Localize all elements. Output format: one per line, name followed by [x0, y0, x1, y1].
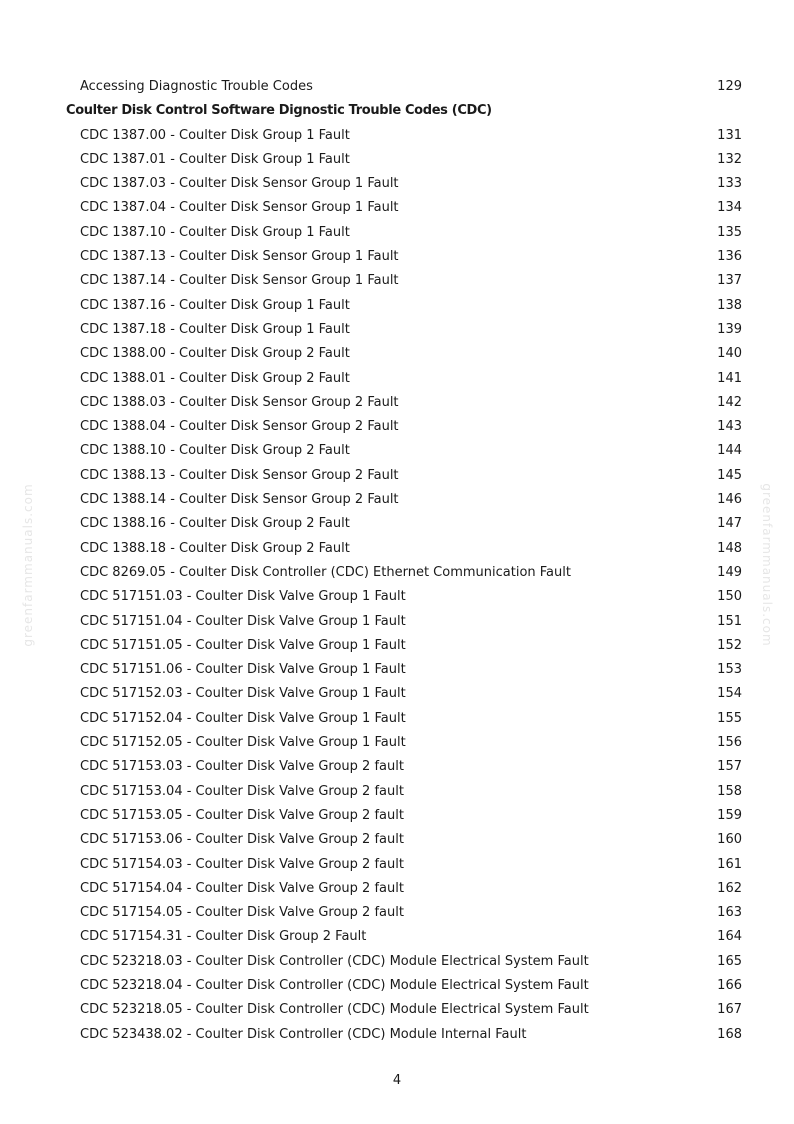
toc-entry[interactable]: [0, 464, 794, 488]
toc-entry[interactable]: [0, 367, 794, 391]
toc-entry-title: CDC 1388.03 - Coulter Disk Sensor Group 2 Fault: [80, 394, 399, 410]
toc-entry-page: 164: [717, 929, 742, 945]
toc-entry-page: 137: [717, 273, 742, 289]
toc-entry-title: CDC 517153.05 - Coulter Disk Valve Group 2 fault: [80, 807, 404, 823]
toc-entry[interactable]: [0, 634, 794, 658]
toc-entry[interactable]: [0, 75, 794, 99]
toc-entry[interactable]: [0, 196, 794, 220]
toc-entry[interactable]: [0, 853, 794, 877]
toc-entry-title: CDC 523218.05 - Coulter Disk Controller (CDC) Module Electrical System Fault: [80, 1002, 589, 1018]
toc-entry-page: 143: [717, 419, 742, 435]
toc-entry-page: 151: [717, 613, 742, 629]
toc-entry-page: 161: [717, 856, 742, 872]
toc-entry-page: 134: [717, 200, 742, 216]
toc-entry-title: CDC 1387.16 - Coulter Disk Group 1 Fault: [80, 297, 350, 313]
watermark-right: greenfarmmanuals.com: [760, 483, 774, 647]
toc-entry-title: CDC 1388.04 - Coulter Disk Sensor Group 2 Fault: [80, 419, 399, 435]
toc-entry-title: CDC 1388.16 - Coulter Disk Group 2 Fault: [80, 516, 350, 532]
toc-entry[interactable]: [0, 512, 794, 536]
toc-entry-page: 165: [717, 953, 742, 969]
toc-entry-page: 155: [717, 710, 742, 726]
toc-entry-page: 135: [717, 224, 742, 240]
toc-entry[interactable]: [0, 488, 794, 512]
toc-entry-page: 154: [717, 686, 742, 702]
toc-entry-page: 167: [717, 1002, 742, 1018]
toc-entry[interactable]: [0, 172, 794, 196]
toc-entry-page: 156: [717, 735, 742, 751]
toc-entry-title: CDC 517153.04 - Coulter Disk Valve Group 2 fault: [80, 783, 404, 799]
toc-entry-page: 159: [717, 807, 742, 823]
toc-entry[interactable]: [0, 245, 794, 269]
toc-entry-title: CDC 523218.04 - Coulter Disk Controller (CDC) Module Electrical System Fault: [80, 977, 589, 993]
toc-entry[interactable]: [0, 974, 794, 998]
toc-entry[interactable]: [0, 585, 794, 609]
toc-entry-page: 136: [717, 249, 742, 265]
toc-entry-title: CDC 517152.03 - Coulter Disk Valve Group 1 Fault: [80, 686, 406, 702]
toc-entry[interactable]: [0, 318, 794, 342]
toc-entry[interactable]: [0, 877, 794, 901]
toc-entry[interactable]: [0, 415, 794, 439]
toc-entry-title: Coulter Disk Control Software Dignostic Trouble Codes (CDC): [66, 103, 492, 119]
toc-entry-title: CDC 517154.03 - Coulter Disk Valve Group 2 fault: [80, 856, 404, 872]
toc-entry-page: 168: [717, 1026, 742, 1042]
toc-entry-title: CDC 517151.03 - Coulter Disk Valve Group 1 Fault: [80, 589, 406, 605]
toc-entry-title: CDC 1388.10 - Coulter Disk Group 2 Fault: [80, 443, 350, 459]
toc-entry-page: 148: [717, 540, 742, 556]
toc-entry[interactable]: [0, 391, 794, 415]
toc-entry[interactable]: [0, 610, 794, 634]
toc-entry-page: 152: [717, 637, 742, 653]
toc-entry-title: CDC 1387.00 - Coulter Disk Group 1 Fault: [80, 127, 350, 143]
toc-entry-title: CDC 517154.04 - Coulter Disk Valve Group 2 fault: [80, 880, 404, 896]
toc-entry-title: CDC 1387.01 - Coulter Disk Group 1 Fault: [80, 151, 350, 167]
toc-entry-page: 142: [717, 394, 742, 410]
toc-entry[interactable]: [0, 221, 794, 245]
toc-entry-page: 150: [717, 589, 742, 605]
toc-entry-page: 140: [717, 346, 742, 362]
toc-entry-title: CDC 517152.05 - Coulter Disk Valve Group 1 Fault: [80, 735, 406, 751]
toc-entry-page: 133: [717, 176, 742, 192]
page-number: 4: [392, 1073, 402, 1088]
toc-entry[interactable]: [0, 269, 794, 293]
toc-entry[interactable]: [0, 148, 794, 172]
toc-entry[interactable]: [0, 561, 794, 585]
toc-entry-page: 149: [717, 564, 742, 580]
toc-entry-title: CDC 517151.06 - Coulter Disk Valve Group 1 Fault: [80, 662, 406, 678]
toc-entry[interactable]: [0, 950, 794, 974]
toc-entry-title: CDC 1387.04 - Coulter Disk Sensor Group 1 Fault: [80, 200, 399, 216]
toc-entry[interactable]: [0, 731, 794, 755]
toc-entry-title: CDC 523218.03 - Coulter Disk Controller (CDC) Module Electrical System Fault: [80, 953, 589, 969]
toc-entry-title: CDC 1388.18 - Coulter Disk Group 2 Fault: [80, 540, 350, 556]
toc-entry-page: 163: [717, 905, 742, 921]
toc-entry[interactable]: [0, 294, 794, 318]
watermark-left: greenfarmmanuals.com: [21, 483, 35, 647]
toc-entry-page: 166: [717, 977, 742, 993]
toc-entry[interactable]: [0, 925, 794, 949]
toc-entry[interactable]: [0, 124, 794, 148]
toc-entry[interactable]: [0, 804, 794, 828]
toc-entry[interactable]: [0, 998, 794, 1022]
toc-entry-page: 138: [717, 297, 742, 313]
toc-entry[interactable]: [0, 439, 794, 463]
toc-entry[interactable]: [0, 755, 794, 779]
toc-entry[interactable]: [0, 537, 794, 561]
toc-entry-page: 157: [717, 759, 742, 775]
toc-entry-page: 153: [717, 662, 742, 678]
toc-entry-page: 132: [717, 151, 742, 167]
toc-entry[interactable]: [0, 828, 794, 852]
toc-entry-title: CDC 1387.18 - Coulter Disk Group 1 Fault: [80, 321, 350, 337]
toc-entry-page: 144: [717, 443, 742, 459]
toc-entry[interactable]: [0, 682, 794, 706]
toc-entry-page: 145: [717, 467, 742, 483]
toc-entry-title: CDC 1387.14 - Coulter Disk Sensor Group 1 Fault: [80, 273, 399, 289]
toc-section-heading[interactable]: [0, 99, 794, 123]
toc-entry-title: Accessing Diagnostic Trouble Codes: [80, 79, 313, 94]
toc-entry-title: CDC 1388.00 - Coulter Disk Group 2 Fault: [80, 346, 350, 362]
toc-entry-title: CDC 523438.02 - Coulter Disk Controller (CDC) Module Internal Fault: [80, 1026, 527, 1042]
toc-entry[interactable]: [0, 901, 794, 925]
toc-entry-title: CDC 8269.05 - Coulter Disk Controller (CDC) Ethernet Communication Fault: [80, 564, 571, 580]
toc-entry-title: CDC 1388.01 - Coulter Disk Group 2 Fault: [80, 370, 350, 386]
toc-entry-page: 131: [717, 127, 742, 143]
table-of-contents: [0, 75, 794, 1047]
toc-entry[interactable]: [0, 658, 794, 682]
toc-entry-page: 147: [717, 516, 742, 532]
toc-entry[interactable]: [0, 1023, 794, 1047]
toc-entry-title: CDC 517154.31 - Coulter Disk Group 2 Fault: [80, 929, 367, 945]
toc-entry-title: CDC 517154.05 - Coulter Disk Valve Group 2 fault: [80, 905, 404, 921]
toc-entry-page: 139: [717, 321, 742, 337]
toc-entry-page: 146: [717, 492, 742, 508]
toc-entry-page: 129: [717, 79, 742, 94]
toc-entry-title: CDC 1387.03 - Coulter Disk Sensor Group 1 Fault: [80, 176, 399, 192]
toc-entry[interactable]: [0, 707, 794, 731]
toc-entry[interactable]: [0, 342, 794, 366]
toc-entry-title: CDC 1388.13 - Coulter Disk Sensor Group 2 Fault: [80, 467, 399, 483]
toc-entry-title: CDC 1388.14 - Coulter Disk Sensor Group 2 Fault: [80, 492, 399, 508]
toc-entry-page: 141: [717, 370, 742, 386]
toc-entry-title: CDC 517151.04 - Coulter Disk Valve Group 1 Fault: [80, 613, 406, 629]
toc-entry-page: 160: [717, 832, 742, 848]
toc-entry-title: CDC 517153.06 - Coulter Disk Valve Group 2 fault: [80, 832, 404, 848]
toc-entry-title: CDC 1387.13 - Coulter Disk Sensor Group 1 Fault: [80, 249, 399, 265]
toc-entry[interactable]: [0, 780, 794, 804]
toc-entry-title: CDC 517152.04 - Coulter Disk Valve Group 1 Fault: [80, 710, 406, 726]
toc-entry-page: 158: [717, 783, 742, 799]
toc-entry-title: CDC 1387.10 - Coulter Disk Group 1 Fault: [80, 224, 350, 240]
toc-entry-page: 162: [717, 880, 742, 896]
toc-entry-title: CDC 517153.03 - Coulter Disk Valve Group 2 fault: [80, 759, 404, 775]
toc-entry-title: CDC 517151.05 - Coulter Disk Valve Group 1 Fault: [80, 637, 406, 653]
